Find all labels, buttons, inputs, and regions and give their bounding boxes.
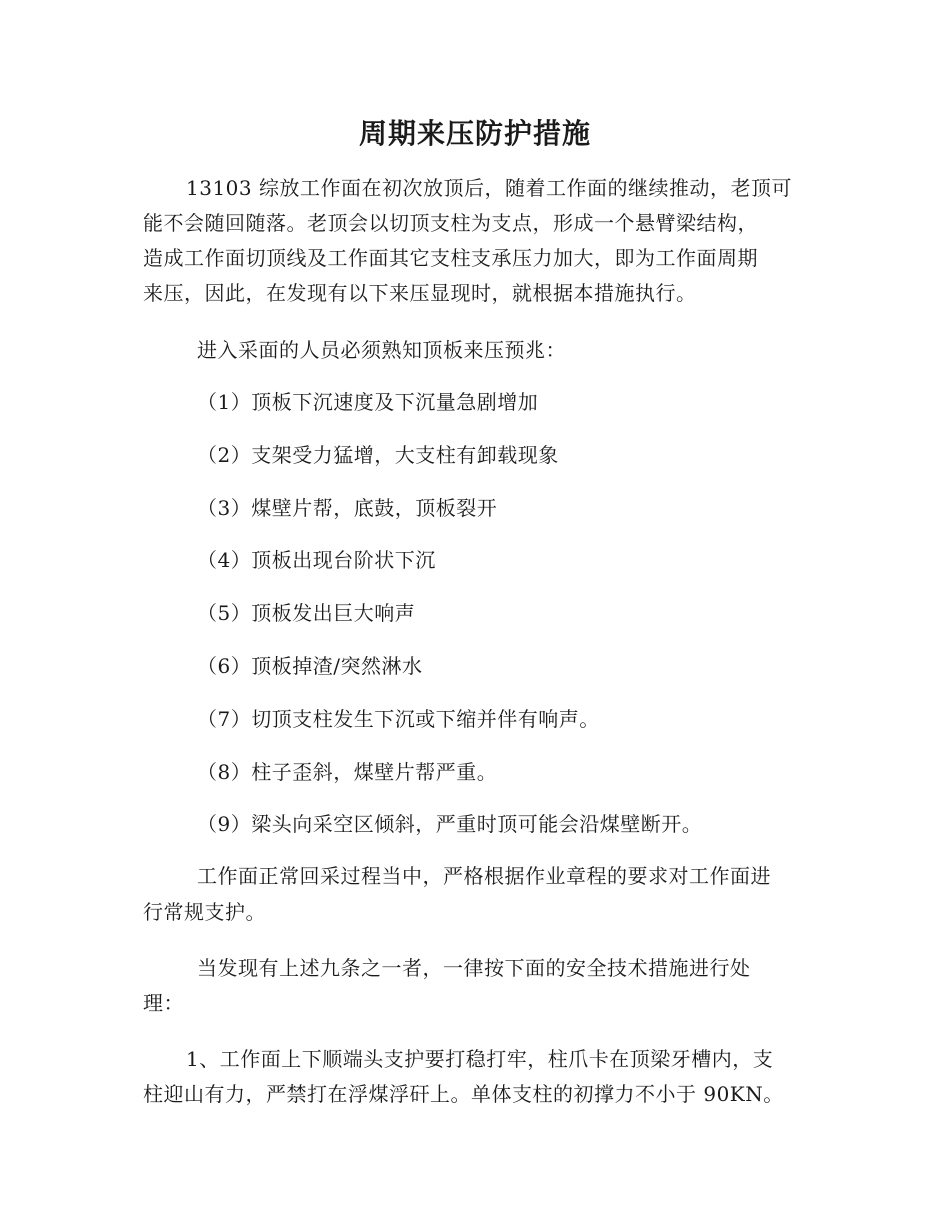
intro-line: 能不会随回随落。老顶会以切顶支柱为支点，形成一个悬臂梁结构， <box>143 211 758 235</box>
normal-support-line: 工作面正常回采过程当中，严格根据作业章程的要求对工作面进 <box>197 864 771 888</box>
sign-item: （5）顶板发出巨大响声 <box>197 601 416 625</box>
sign-item: （8）柱子歪斜，煤壁片帮严重。 <box>197 760 498 784</box>
sign-item: （4）顶板出现台阶状下沉 <box>197 548 436 572</box>
intro-line: 造成工作面切顶线及工作面其它支柱支承压力加大，即为工作面周期 <box>143 246 758 270</box>
measure-1-line: 柱迎山有力，严禁打在浮煤浮矸上。单体支柱的初撑力不小于 90KN。 <box>143 1082 784 1106</box>
document-title: 周期来压防护措施 <box>358 117 591 150</box>
sign-item: （2）支架受力猛增，大支柱有卸载现象 <box>197 443 559 467</box>
sign-item: （9）梁头向采空区倾斜，严重时顶可能会沿煤壁断开。 <box>197 812 703 836</box>
normal-support-line: 行常规支护。 <box>143 900 266 924</box>
sign-item: （7）切顶支柱发生下沉或下缩并伴有响声。 <box>197 707 600 731</box>
intro-line: 13103 综放工作面在初次放顶后，随着工作面的继续推动，老顶可 <box>186 176 792 200</box>
sign-item: （6）顶板掉渣/突然淋水 <box>197 654 423 678</box>
measure-1-line: 1、工作面上下顺端头支护要打稳打牢，柱爪卡在顶梁牙槽内，支 <box>186 1047 774 1071</box>
signs-heading: 进入采面的人员必须熟知顶板来压预兆： <box>197 338 566 362</box>
when-found-line: 当发现有上述九条之一者，一律按下面的安全技术措施进行处 <box>197 956 751 980</box>
when-found-line: 理： <box>143 991 184 1015</box>
intro-line: 来压，因此，在发现有以下来压显现时，就根据本措施执行。 <box>143 281 697 305</box>
sign-item: （3）煤壁片帮，底鼓，顶板裂开 <box>197 496 498 520</box>
sign-item: （1）顶板下沉速度及下沉量急剧增加 <box>197 390 539 414</box>
